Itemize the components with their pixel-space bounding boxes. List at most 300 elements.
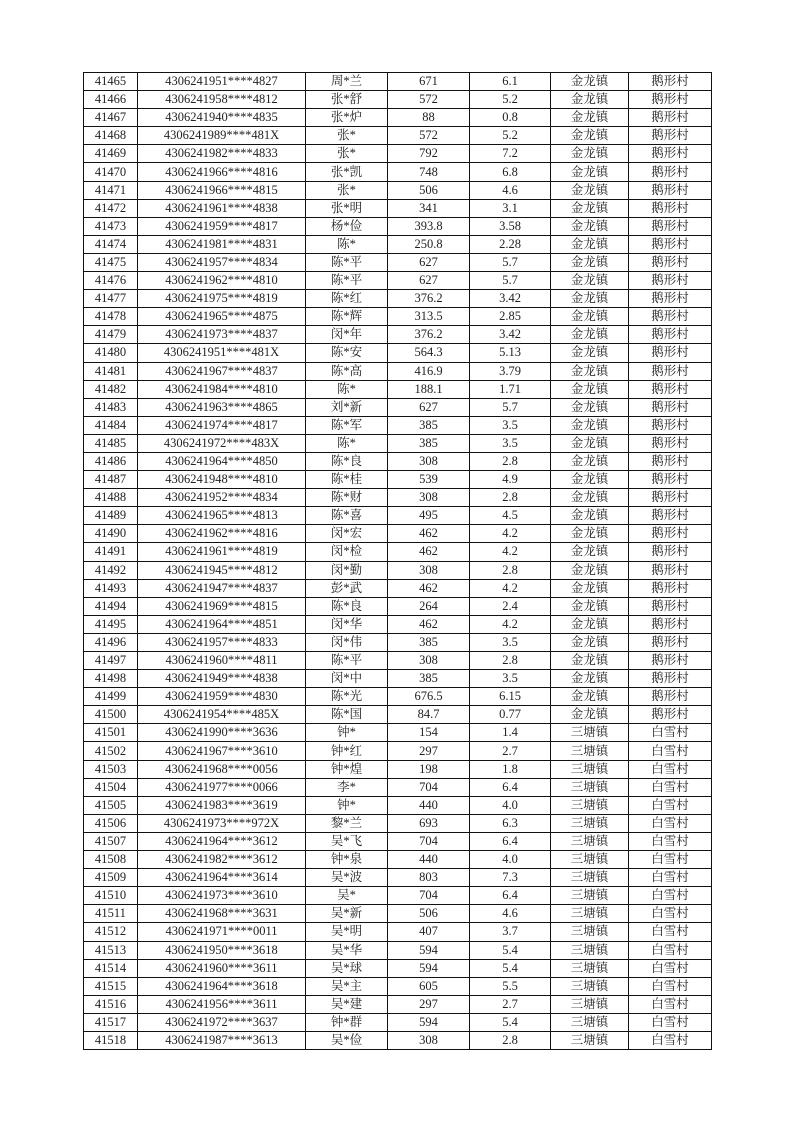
row-number-cell: 41469	[84, 145, 138, 163]
village-cell: 鹅形村	[629, 615, 712, 633]
person-name-cell: 陈*财	[306, 489, 388, 507]
table-row	[84, 109, 712, 127]
amount-cell: 572	[388, 127, 470, 145]
table-row	[84, 416, 712, 434]
town-cell: 三塘镇	[551, 724, 629, 742]
town-cell: 金龙镇	[551, 181, 629, 199]
quantity-cell: 0.8	[470, 109, 551, 127]
id-number-cell: 4306241954****485X	[138, 706, 306, 724]
quantity-cell: 4.0	[470, 851, 551, 869]
town-cell: 金龙镇	[551, 416, 629, 434]
person-name-cell: 陈*辉	[306, 308, 388, 326]
amount-cell: 594	[388, 941, 470, 959]
row-number-cell: 41473	[84, 217, 138, 235]
village-cell: 鹅形村	[629, 344, 712, 362]
person-name-cell: 黎*兰	[306, 814, 388, 832]
person-name-cell: 陈*桂	[306, 471, 388, 489]
id-number-cell: 4306241968****3631	[138, 905, 306, 923]
row-number-cell: 41486	[84, 452, 138, 470]
village-cell: 鹅形村	[629, 145, 712, 163]
town-cell: 三塘镇	[551, 832, 629, 850]
person-name-cell: 陈*	[306, 434, 388, 452]
amount-cell: 506	[388, 905, 470, 923]
table-row	[84, 742, 712, 760]
row-number-cell: 41510	[84, 887, 138, 905]
id-number-cell: 4306241977****0066	[138, 778, 306, 796]
row-number-cell: 41518	[84, 1031, 138, 1049]
person-name-cell: 陈*军	[306, 416, 388, 434]
id-number-cell: 4306241965****4813	[138, 507, 306, 525]
person-name-cell: 闵*伟	[306, 633, 388, 651]
town-cell: 金龙镇	[551, 253, 629, 271]
id-number-cell: 4306241964****3612	[138, 832, 306, 850]
table-row	[84, 579, 712, 597]
row-number-cell: 41474	[84, 235, 138, 253]
quantity-cell: 2.85	[470, 308, 551, 326]
amount-cell: 594	[388, 1013, 470, 1031]
quantity-cell: 7.3	[470, 869, 551, 887]
row-number-cell: 41504	[84, 778, 138, 796]
table-row	[84, 253, 712, 271]
row-number-cell: 41475	[84, 253, 138, 271]
person-name-cell: 吴*建	[306, 995, 388, 1013]
person-name-cell: 张*炉	[306, 109, 388, 127]
village-cell: 鹅形村	[629, 398, 712, 416]
town-cell: 金龙镇	[551, 398, 629, 416]
amount-cell: 308	[388, 561, 470, 579]
amount-cell: 385	[388, 670, 470, 688]
person-name-cell: 张*舒	[306, 91, 388, 109]
village-cell: 白雪村	[629, 814, 712, 832]
id-number-cell: 4306241973****4837	[138, 326, 306, 344]
village-cell: 白雪村	[629, 959, 712, 977]
person-name-cell: 钟*	[306, 796, 388, 814]
quantity-cell: 4.0	[470, 796, 551, 814]
table-row	[84, 869, 712, 887]
person-name-cell: 陈*红	[306, 290, 388, 308]
village-cell: 鹅形村	[629, 652, 712, 670]
quantity-cell: 3.58	[470, 217, 551, 235]
quantity-cell: 4.2	[470, 543, 551, 561]
row-number-cell: 41517	[84, 1013, 138, 1031]
id-number-cell: 4306241961****4819	[138, 543, 306, 561]
id-number-cell: 4306241972****3637	[138, 1013, 306, 1031]
person-name-cell: 彭*武	[306, 579, 388, 597]
town-cell: 三塘镇	[551, 869, 629, 887]
person-name-cell: 闵*中	[306, 670, 388, 688]
id-number-cell: 4306241964****4850	[138, 452, 306, 470]
table-row	[84, 941, 712, 959]
quantity-cell: 6.15	[470, 688, 551, 706]
table-row	[84, 181, 712, 199]
row-number-cell: 41465	[84, 73, 138, 91]
quantity-cell: 3.7	[470, 923, 551, 941]
village-cell: 白雪村	[629, 905, 712, 923]
quantity-cell: 4.5	[470, 507, 551, 525]
table-row	[84, 851, 712, 869]
id-number-cell: 4306241959****4830	[138, 688, 306, 706]
town-cell: 金龙镇	[551, 525, 629, 543]
id-number-cell: 4306241962****4816	[138, 525, 306, 543]
amount-cell: 627	[388, 272, 470, 290]
person-name-cell: 钟*	[306, 724, 388, 742]
person-name-cell: 吴*飞	[306, 832, 388, 850]
table-row	[84, 995, 712, 1013]
row-number-cell: 41514	[84, 959, 138, 977]
person-name-cell: 陈*平	[306, 253, 388, 271]
town-cell: 金龙镇	[551, 471, 629, 489]
person-name-cell: 钟*泉	[306, 851, 388, 869]
quantity-cell: 4.2	[470, 525, 551, 543]
town-cell: 金龙镇	[551, 290, 629, 308]
records-table	[83, 72, 712, 1050]
row-number-cell: 41477	[84, 290, 138, 308]
quantity-cell: 7.2	[470, 145, 551, 163]
table-row	[84, 706, 712, 724]
amount-cell: 440	[388, 851, 470, 869]
person-name-cell: 钟*红	[306, 742, 388, 760]
id-number-cell: 4306241958****4812	[138, 91, 306, 109]
town-cell: 三塘镇	[551, 923, 629, 941]
town-cell: 三塘镇	[551, 742, 629, 760]
table-row	[84, 688, 712, 706]
quantity-cell: 5.4	[470, 1013, 551, 1031]
table-row	[84, 670, 712, 688]
table-row	[84, 380, 712, 398]
table-row	[84, 73, 712, 91]
village-cell: 白雪村	[629, 760, 712, 778]
village-cell: 鹅形村	[629, 579, 712, 597]
id-number-cell: 4306241984****4810	[138, 380, 306, 398]
amount-cell: 385	[388, 434, 470, 452]
quantity-cell: 5.13	[470, 344, 551, 362]
town-cell: 金龙镇	[551, 308, 629, 326]
row-number-cell: 41503	[84, 760, 138, 778]
town-cell: 金龙镇	[551, 362, 629, 380]
quantity-cell: 2.8	[470, 652, 551, 670]
table-row	[84, 633, 712, 651]
town-cell: 三塘镇	[551, 959, 629, 977]
row-number-cell: 41479	[84, 326, 138, 344]
id-number-cell: 4306241950****3618	[138, 941, 306, 959]
town-cell: 金龙镇	[551, 109, 629, 127]
id-number-cell: 4306241971****0011	[138, 923, 306, 941]
town-cell: 金龙镇	[551, 326, 629, 344]
person-name-cell: 闵*勤	[306, 561, 388, 579]
town-cell: 三塘镇	[551, 760, 629, 778]
amount-cell: 572	[388, 91, 470, 109]
person-name-cell: 吴*	[306, 887, 388, 905]
amount-cell: 313.5	[388, 308, 470, 326]
quantity-cell: 3.5	[470, 416, 551, 434]
person-name-cell: 吴*新	[306, 905, 388, 923]
row-number-cell: 41509	[84, 869, 138, 887]
town-cell: 金龙镇	[551, 344, 629, 362]
row-number-cell: 41476	[84, 272, 138, 290]
row-number-cell: 41507	[84, 832, 138, 850]
table-row	[84, 362, 712, 380]
amount-cell: 803	[388, 869, 470, 887]
row-number-cell: 41491	[84, 543, 138, 561]
amount-cell: 385	[388, 416, 470, 434]
village-cell: 白雪村	[629, 977, 712, 995]
village-cell: 白雪村	[629, 941, 712, 959]
row-number-cell: 41485	[84, 434, 138, 452]
amount-cell: 693	[388, 814, 470, 832]
id-number-cell: 4306241949****4838	[138, 670, 306, 688]
table-row	[84, 1013, 712, 1031]
table-row	[84, 1031, 712, 1049]
town-cell: 金龙镇	[551, 597, 629, 615]
village-cell: 白雪村	[629, 923, 712, 941]
row-number-cell: 41466	[84, 91, 138, 109]
quantity-cell: 6.1	[470, 73, 551, 91]
amount-cell: 416.9	[388, 362, 470, 380]
town-cell: 金龙镇	[551, 199, 629, 217]
quantity-cell: 6.8	[470, 163, 551, 181]
table-row	[84, 832, 712, 850]
table-row	[84, 923, 712, 941]
table-row	[84, 959, 712, 977]
town-cell: 三塘镇	[551, 796, 629, 814]
amount-cell: 154	[388, 724, 470, 742]
id-number-cell: 4306241959****4817	[138, 217, 306, 235]
village-cell: 鹅形村	[629, 434, 712, 452]
village-cell: 白雪村	[629, 851, 712, 869]
town-cell: 金龙镇	[551, 688, 629, 706]
amount-cell: 506	[388, 181, 470, 199]
amount-cell: 250.8	[388, 235, 470, 253]
amount-cell: 308	[388, 1031, 470, 1049]
id-number-cell: 4306241964****3618	[138, 977, 306, 995]
quantity-cell: 5.5	[470, 977, 551, 995]
town-cell: 金龙镇	[551, 543, 629, 561]
table-row	[84, 217, 712, 235]
quantity-cell: 2.8	[470, 489, 551, 507]
id-number-cell: 4306241956****3611	[138, 995, 306, 1013]
person-name-cell: 周*兰	[306, 73, 388, 91]
id-number-cell: 4306241990****3636	[138, 724, 306, 742]
id-number-cell: 4306241967****3610	[138, 742, 306, 760]
amount-cell: 376.2	[388, 326, 470, 344]
amount-cell: 84.7	[388, 706, 470, 724]
town-cell: 三塘镇	[551, 851, 629, 869]
village-cell: 鹅形村	[629, 163, 712, 181]
table-row	[84, 778, 712, 796]
row-number-cell: 41502	[84, 742, 138, 760]
town-cell: 金龙镇	[551, 452, 629, 470]
table-row	[84, 724, 712, 742]
town-cell: 金龙镇	[551, 652, 629, 670]
table-row	[84, 344, 712, 362]
row-number-cell: 41490	[84, 525, 138, 543]
town-cell: 三塘镇	[551, 941, 629, 959]
id-number-cell: 4306241966****4816	[138, 163, 306, 181]
town-cell: 三塘镇	[551, 905, 629, 923]
village-cell: 鹅形村	[629, 73, 712, 91]
person-name-cell: 陈*平	[306, 652, 388, 670]
row-number-cell: 41506	[84, 814, 138, 832]
quantity-cell: 5.2	[470, 91, 551, 109]
person-name-cell: 张*	[306, 127, 388, 145]
table-row	[84, 199, 712, 217]
person-name-cell: 陈*良	[306, 597, 388, 615]
amount-cell: 308	[388, 652, 470, 670]
amount-cell: 198	[388, 760, 470, 778]
amount-cell: 297	[388, 742, 470, 760]
person-name-cell: 闵*年	[306, 326, 388, 344]
village-cell: 白雪村	[629, 1031, 712, 1049]
village-cell: 鹅形村	[629, 670, 712, 688]
quantity-cell: 4.9	[470, 471, 551, 489]
person-name-cell: 陈*	[306, 235, 388, 253]
records-table-body	[84, 73, 712, 1050]
amount-cell: 462	[388, 615, 470, 633]
amount-cell: 627	[388, 398, 470, 416]
village-cell: 白雪村	[629, 1013, 712, 1031]
town-cell: 金龙镇	[551, 706, 629, 724]
id-number-cell: 4306241982****4833	[138, 145, 306, 163]
quantity-cell: 3.1	[470, 199, 551, 217]
table-row	[84, 489, 712, 507]
id-number-cell: 4306241945****4812	[138, 561, 306, 579]
table-row	[84, 127, 712, 145]
id-number-cell: 4306241960****4811	[138, 652, 306, 670]
town-cell: 金龙镇	[551, 272, 629, 290]
town-cell: 金龙镇	[551, 561, 629, 579]
village-cell: 鹅形村	[629, 416, 712, 434]
id-number-cell: 4306241982****3612	[138, 851, 306, 869]
row-number-cell: 41493	[84, 579, 138, 597]
row-number-cell: 41472	[84, 199, 138, 217]
village-cell: 白雪村	[629, 796, 712, 814]
village-cell: 鹅形村	[629, 362, 712, 380]
quantity-cell: 3.5	[470, 434, 551, 452]
town-cell: 金龙镇	[551, 73, 629, 91]
id-number-cell: 4306241964****4851	[138, 615, 306, 633]
row-number-cell: 41483	[84, 398, 138, 416]
person-name-cell: 张*明	[306, 199, 388, 217]
town-cell: 金龙镇	[551, 434, 629, 452]
table-row	[84, 615, 712, 633]
town-cell: 金龙镇	[551, 163, 629, 181]
table-row	[84, 145, 712, 163]
village-cell: 白雪村	[629, 995, 712, 1013]
row-number-cell: 41498	[84, 670, 138, 688]
person-name-cell: 张*凯	[306, 163, 388, 181]
village-cell: 鹅形村	[629, 308, 712, 326]
person-name-cell: 陈*平	[306, 272, 388, 290]
quantity-cell: 2.7	[470, 995, 551, 1013]
row-number-cell: 41487	[84, 471, 138, 489]
amount-cell: 308	[388, 452, 470, 470]
person-name-cell: 钟*群	[306, 1013, 388, 1031]
quantity-cell: 5.7	[470, 272, 551, 290]
quantity-cell: 5.4	[470, 941, 551, 959]
amount-cell: 297	[388, 995, 470, 1013]
amount-cell: 393.8	[388, 217, 470, 235]
id-number-cell: 4306241975****4819	[138, 290, 306, 308]
id-number-cell: 4306241940****4835	[138, 109, 306, 127]
person-name-cell: 钟*煌	[306, 760, 388, 778]
village-cell: 鹅形村	[629, 272, 712, 290]
amount-cell: 564.3	[388, 344, 470, 362]
row-number-cell: 41515	[84, 977, 138, 995]
row-number-cell: 41500	[84, 706, 138, 724]
village-cell: 鹅形村	[629, 326, 712, 344]
id-number-cell: 4306241974****4817	[138, 416, 306, 434]
person-name-cell: 吴*主	[306, 977, 388, 995]
town-cell: 三塘镇	[551, 887, 629, 905]
person-name-cell: 陈*国	[306, 706, 388, 724]
quantity-cell: 3.5	[470, 633, 551, 651]
row-number-cell: 41516	[84, 995, 138, 1013]
table-row	[84, 905, 712, 923]
id-number-cell: 4306241947****4837	[138, 579, 306, 597]
quantity-cell: 1.8	[470, 760, 551, 778]
amount-cell: 462	[388, 543, 470, 561]
table-row	[84, 977, 712, 995]
quantity-cell: 4.6	[470, 181, 551, 199]
amount-cell: 605	[388, 977, 470, 995]
amount-cell: 704	[388, 778, 470, 796]
amount-cell: 308	[388, 489, 470, 507]
table-row	[84, 597, 712, 615]
town-cell: 金龙镇	[551, 579, 629, 597]
person-name-cell: 闵*华	[306, 615, 388, 633]
amount-cell: 704	[388, 887, 470, 905]
quantity-cell: 6.4	[470, 832, 551, 850]
amount-cell: 495	[388, 507, 470, 525]
amount-cell: 792	[388, 145, 470, 163]
quantity-cell: 4.6	[470, 905, 551, 923]
person-name-cell: 闵*检	[306, 543, 388, 561]
person-name-cell: 陈*	[306, 380, 388, 398]
row-number-cell: 41494	[84, 597, 138, 615]
quantity-cell: 3.42	[470, 326, 551, 344]
amount-cell: 704	[388, 832, 470, 850]
row-number-cell: 41471	[84, 181, 138, 199]
id-number-cell: 4306241973****972X	[138, 814, 306, 832]
table-row	[84, 796, 712, 814]
village-cell: 鹅形村	[629, 217, 712, 235]
id-number-cell: 4306241965****4875	[138, 308, 306, 326]
table-row	[84, 290, 712, 308]
person-name-cell: 杨*俭	[306, 217, 388, 235]
table-row	[84, 452, 712, 470]
quantity-cell: 3.42	[470, 290, 551, 308]
amount-cell: 676.5	[388, 688, 470, 706]
town-cell: 金龙镇	[551, 145, 629, 163]
village-cell: 鹅形村	[629, 507, 712, 525]
id-number-cell: 4306241961****4838	[138, 199, 306, 217]
table-row	[84, 398, 712, 416]
town-cell: 金龙镇	[551, 91, 629, 109]
row-number-cell: 41501	[84, 724, 138, 742]
person-name-cell: 吴*波	[306, 869, 388, 887]
row-number-cell: 41505	[84, 796, 138, 814]
person-name-cell: 陈*安	[306, 344, 388, 362]
id-number-cell: 4306241964****3614	[138, 869, 306, 887]
quantity-cell: 1.4	[470, 724, 551, 742]
town-cell: 三塘镇	[551, 778, 629, 796]
village-cell: 鹅形村	[629, 561, 712, 579]
person-name-cell: 刘*新	[306, 398, 388, 416]
person-name-cell: 张*	[306, 145, 388, 163]
quantity-cell: 5.2	[470, 127, 551, 145]
quantity-cell: 2.8	[470, 1031, 551, 1049]
table-row	[84, 814, 712, 832]
